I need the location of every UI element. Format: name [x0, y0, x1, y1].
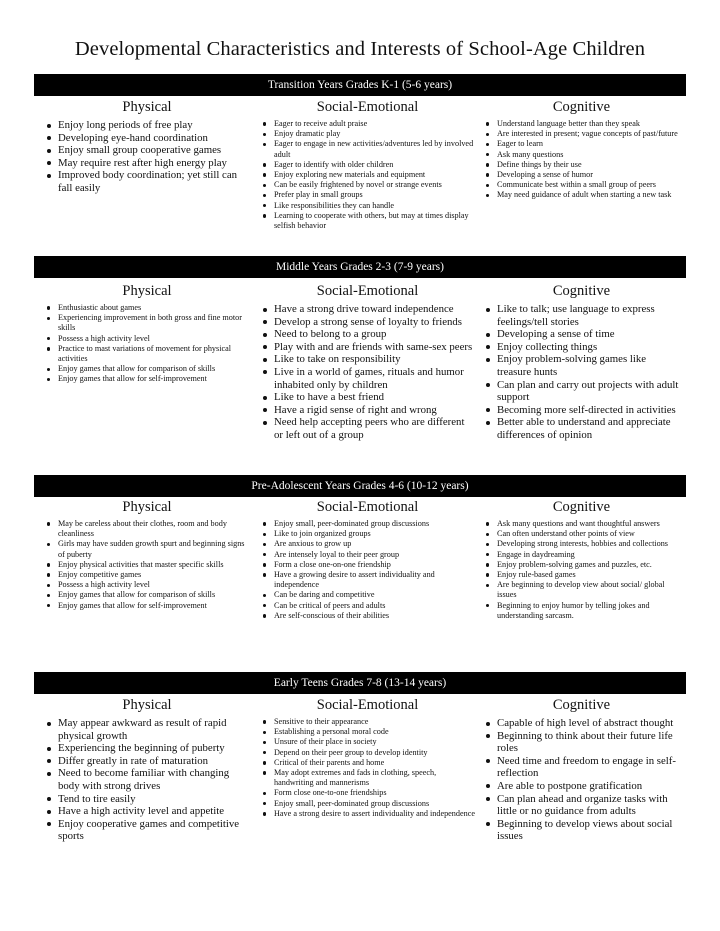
section-band: Transition Years Grades K-1 (5-6 years)	[34, 74, 686, 96]
column-heading: Social-Emotional	[316, 99, 419, 115]
list-item: Define things by their use	[497, 160, 680, 170]
list-item: Need help accepting peers who are different or left out of a group	[274, 416, 475, 441]
list-item: Experiencing the beginning of puberty	[58, 742, 250, 755]
list-item: Play with and are friends with same-sex peers	[274, 341, 475, 354]
list-item: Can plan and carry out projects with adult support	[497, 378, 679, 404]
list-item: Tend to tire easily	[58, 793, 250, 806]
list-item: Sensitive to their appearance	[274, 717, 475, 727]
column-heading: Social-Emotional	[316, 499, 419, 515]
list-item: Enjoy games that allow for self-improvement	[58, 601, 250, 611]
column-heading: Cognitive	[552, 499, 611, 515]
list-item: Develop a strong sense of loyalty to friends	[274, 316, 475, 329]
section-columns	[34, 99, 686, 231]
list-item: Capable of high level of abstract thought	[497, 717, 680, 730]
list-item: Developing strong interests, hobbies and collections	[497, 539, 680, 549]
list-item: Are self-conscious of their abilities	[274, 611, 475, 621]
list-item: Enjoy physical activities that master specific skills	[58, 560, 250, 570]
list-item: May appear awkward as result of rapid physical growth	[58, 717, 250, 742]
list-item: Engage in daydreaming	[497, 550, 680, 560]
column-heading: Physical	[122, 283, 172, 299]
list-item: May adopt extremes and fads in clothing, speech, handwriting and mannerisms	[274, 768, 475, 788]
list-item: Enjoy problem-solving games and puzzles, etc.	[497, 560, 680, 570]
list-item: Ask many questions and want thoughtful answers	[497, 519, 680, 529]
list-item: May need guidance of adult when starting a new task	[497, 190, 680, 200]
list-item: Enjoy long periods of free play	[58, 119, 250, 132]
bullet-list	[44, 119, 250, 195]
list-item: Possess a high activity level	[58, 580, 250, 590]
list-item: Have a strong drive toward independence	[274, 303, 475, 316]
column-heading: Cognitive	[552, 283, 611, 299]
bullet-list	[44, 717, 250, 843]
list-item: Enjoy exploring new materials and equipment	[274, 170, 475, 180]
bullet-list	[44, 519, 250, 611]
section-columns	[34, 499, 686, 621]
list-item: Enjoy games that allow for comparison of skills	[58, 364, 250, 374]
list-item: Possess a high activity level	[58, 334, 250, 344]
list-item: Live in a world of games, rituals and humor inhabited only by children	[274, 366, 475, 391]
list-item: Like to talk; use language to express feelings/tell stories	[497, 303, 680, 328]
list-item: Need to belong to a group	[274, 328, 475, 341]
list-item: Enjoy dramatic play	[274, 129, 475, 139]
list-item: Becoming more self-directed in activities	[497, 404, 680, 417]
cognitive-column	[481, 99, 686, 231]
column-heading: Cognitive	[552, 697, 611, 713]
physical-column	[34, 99, 256, 231]
list-item: May be careless about their clothes, room and body cleanliness	[58, 519, 250, 539]
list-item: Eager to receive adult praise	[274, 119, 475, 129]
cognitive-column	[481, 283, 686, 442]
physical-column	[34, 697, 256, 843]
list-item: Can often understand other points of view	[497, 529, 680, 539]
list-item: Learning to cooperate with others, but may at times display selfish behavior	[274, 211, 475, 231]
list-item: Are interested in present; vague concepts of past/future	[497, 129, 680, 139]
list-item: Developing a sense of time	[497, 328, 680, 341]
list-item: Enjoy problem-solving games like treasure hunts	[497, 353, 680, 378]
bullet-list	[483, 519, 680, 621]
list-item: Differ greatly in rate of maturation	[58, 755, 250, 768]
list-item: Are beginning to develop view about social/ global issues	[497, 580, 680, 600]
physical-column	[34, 283, 256, 442]
list-item: Like responsibilities they can handle	[274, 201, 475, 211]
list-item: Better able to understand and appreciate differences of opinion	[497, 416, 680, 441]
list-item: Need time and freedom to engage in self-reflection	[497, 755, 680, 780]
list-item: Are able to postpone gratification	[497, 780, 680, 793]
list-item: Understand language better than they speak	[497, 119, 680, 129]
column-heading: Physical	[122, 499, 172, 515]
list-item: Unsure of their place in society	[274, 737, 475, 747]
list-item: Like to take on responsibility	[274, 353, 475, 366]
list-item: Eager to learn	[497, 139, 680, 149]
list-item: Enjoy small, peer-dominated group discussions	[274, 799, 475, 809]
list-item: Enjoy collecting things	[497, 341, 680, 354]
bullet-list	[260, 119, 475, 231]
social-emotional-column	[256, 697, 481, 843]
bullet-list	[483, 717, 680, 843]
list-item: Are anxious to grow up	[274, 539, 475, 549]
list-item: Have a growing desire to assert individuality and independence	[274, 570, 475, 590]
list-item: Beginning to think about their future life roles	[497, 730, 680, 755]
list-item: Improved body coordination; yet still can fall easily	[58, 169, 250, 194]
list-item: Prefer play in small groups	[274, 190, 475, 200]
column-heading: Social-Emotional	[316, 697, 419, 713]
list-item: Are intensely loyal to their peer group	[274, 550, 475, 560]
physical-column	[34, 499, 256, 621]
list-item: Can plan ahead and organize tasks with little or no guidance from adults	[497, 793, 680, 818]
list-item: Enjoy rule-based games	[497, 570, 680, 580]
list-item: Form close one-to-one friendships	[274, 788, 475, 798]
column-heading: Physical	[122, 99, 172, 115]
cognitive-column	[481, 499, 686, 621]
list-item: Enjoy small, peer-dominated group discussions	[274, 519, 475, 529]
list-item: May require rest after high energy play	[58, 157, 250, 170]
bullet-list	[260, 519, 475, 621]
document-title: Developmental Characteristics and Interests of School-Age Children	[74, 38, 646, 60]
list-item: Communicate best within a small group of peers	[497, 180, 680, 190]
list-item: Practice to mast variations of movement for physical activities	[58, 344, 250, 364]
section-band: Pre-Adolescent Years Grades 4-6 (10-12 years)	[34, 475, 686, 497]
list-item: Establishing a personal moral code	[274, 727, 475, 737]
list-item: Developing eye-hand coordination	[58, 132, 250, 145]
list-item: Beginning to develop views about social issues	[497, 818, 680, 843]
list-item: Critical of their parents and home	[274, 758, 475, 768]
list-item: Have a strong desire to assert individuality and independence	[274, 808, 475, 818]
section-columns	[34, 283, 686, 442]
list-item: Need to become familiar with changing body with strong drives	[58, 767, 250, 792]
list-item: Eager to engage in new activities/adventures led by involved adult	[274, 139, 474, 159]
list-item: Experiencing improvement in both gross and fine motor skills	[58, 313, 250, 333]
list-item: Developing a sense of humor	[497, 170, 680, 180]
list-item: Enjoy cooperative games and competitive sports	[58, 818, 250, 843]
list-item: Can be critical of peers and adults	[274, 601, 475, 611]
list-item: Form a close one-on-one friendship	[274, 560, 475, 570]
section-columns	[34, 697, 686, 843]
list-item: Enthusiastic about games	[58, 303, 250, 313]
list-item: Have a rigid sense of right and wrong	[274, 404, 475, 417]
section-band: Early Teens Grades 7-8 (13-14 years)	[34, 672, 686, 694]
bullet-list	[483, 119, 680, 201]
list-item: Enjoy small group cooperative games	[58, 144, 250, 157]
social-emotional-column	[256, 283, 481, 442]
cognitive-column	[481, 697, 686, 843]
bullet-list	[260, 303, 475, 442]
section-band: Middle Years Grades 2-3 (7-9 years)	[34, 256, 686, 278]
social-emotional-column	[256, 99, 481, 231]
list-item: Depend on their peer group to develop identity	[274, 748, 475, 758]
list-item: Like to have a best friend	[274, 391, 475, 404]
column-heading: Physical	[122, 697, 172, 713]
list-item: Enjoy competitive games	[58, 570, 250, 580]
list-item: Can be daring and competitive	[274, 590, 475, 600]
list-item: Eager to identify with older children	[274, 160, 475, 170]
column-heading: Social-Emotional	[316, 283, 419, 299]
bullet-list	[44, 303, 250, 385]
bullet-list	[260, 717, 475, 819]
bullet-list	[483, 303, 680, 442]
column-heading: Cognitive	[552, 99, 611, 115]
list-item: Have a high activity level and appetite	[58, 805, 250, 818]
list-item: Beginning to enjoy humor by telling jokes and understanding sarcasm.	[497, 601, 680, 621]
list-item: Ask many questions	[497, 150, 680, 160]
list-item: Can be easily frightened by novel or strange events	[274, 180, 475, 190]
social-emotional-column	[256, 499, 481, 621]
list-item: Girls may have sudden growth spurt and beginning signs of puberty	[58, 539, 250, 559]
list-item: Enjoy games that allow for self-improvement	[58, 374, 250, 384]
list-item: Enjoy games that allow for comparison of skills	[58, 590, 250, 600]
list-item: Like to join organized groups	[274, 529, 475, 539]
